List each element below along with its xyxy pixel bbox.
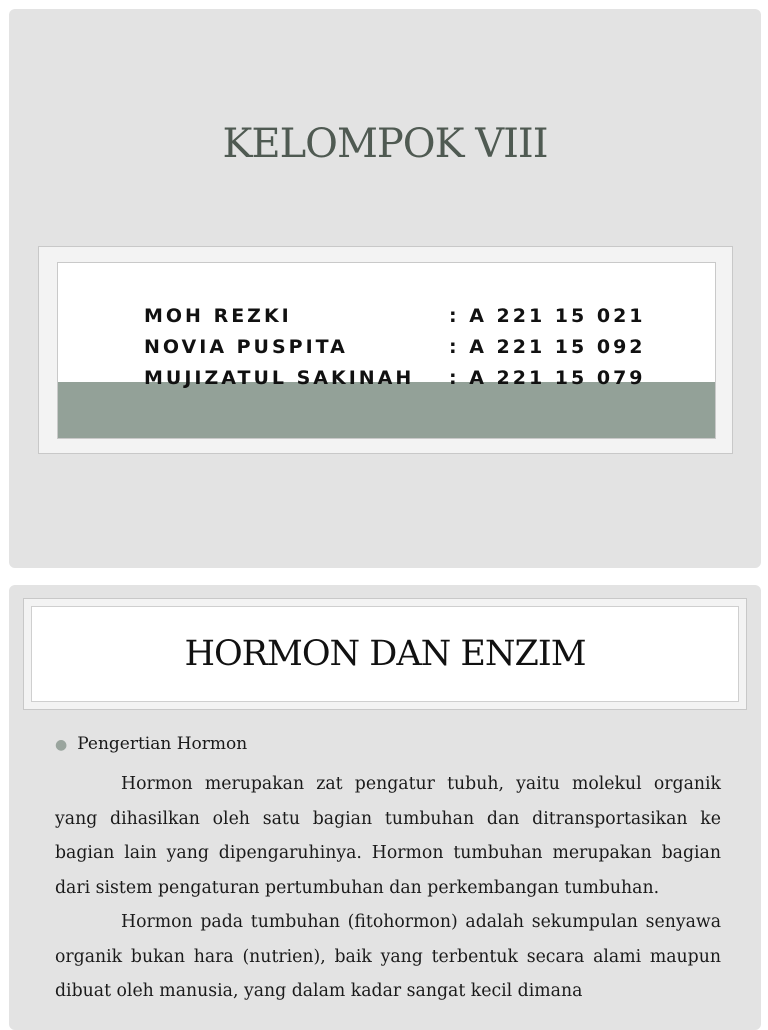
member-row — [144, 305, 704, 333]
paragraph: Hormon pada tumbuhan (fitohormon) adalah sekumpulan senyawa organik bukan hara (nutrien), baik yang terbentuk secara alami maupun dibuat oleh manusia, yang dalam kadar sangat kecil dimana — [55, 912, 721, 1001]
member-frame — [38, 246, 733, 454]
title-frame — [23, 598, 747, 710]
member-nim: : A 221 15 021 — [449, 305, 646, 327]
slide-title: HORMON DAN ENZIM — [184, 634, 586, 674]
member-row — [144, 336, 704, 364]
bullet-label: Pengertian Hormon — [77, 734, 248, 754]
body-text — [55, 767, 721, 1009]
member-nim: : A 221 15 092 — [449, 336, 646, 358]
slide-2 — [9, 585, 761, 1030]
slide-title: KELOMPOK VIII — [222, 121, 548, 167]
title-panel — [31, 606, 739, 702]
member-name: MOH REZKI — [144, 305, 292, 327]
bullet-icon: ● — [55, 737, 68, 753]
paragraph: Hormon merupakan zat pengatur tubuh, yaitu molekul organik yang dihasilkan oleh satu bagian tumbuhan dan ditransportasikan ke bagian lain yang dipengaruhinya. Hormon tumbuhan merupakan bagian dari sistem pengaturan pertumbuhan dan perkembangan tumbuhan. — [55, 774, 721, 898]
bullet-item — [55, 734, 247, 754]
member-panel — [57, 262, 716, 439]
member-row — [144, 367, 704, 395]
slide-1 — [9, 9, 761, 568]
member-name: NOVIA PUSPITA — [144, 336, 348, 358]
member-nim: : A 221 15 079 — [449, 367, 646, 389]
member-name: MUJIZATUL SAKINAH — [144, 367, 415, 389]
